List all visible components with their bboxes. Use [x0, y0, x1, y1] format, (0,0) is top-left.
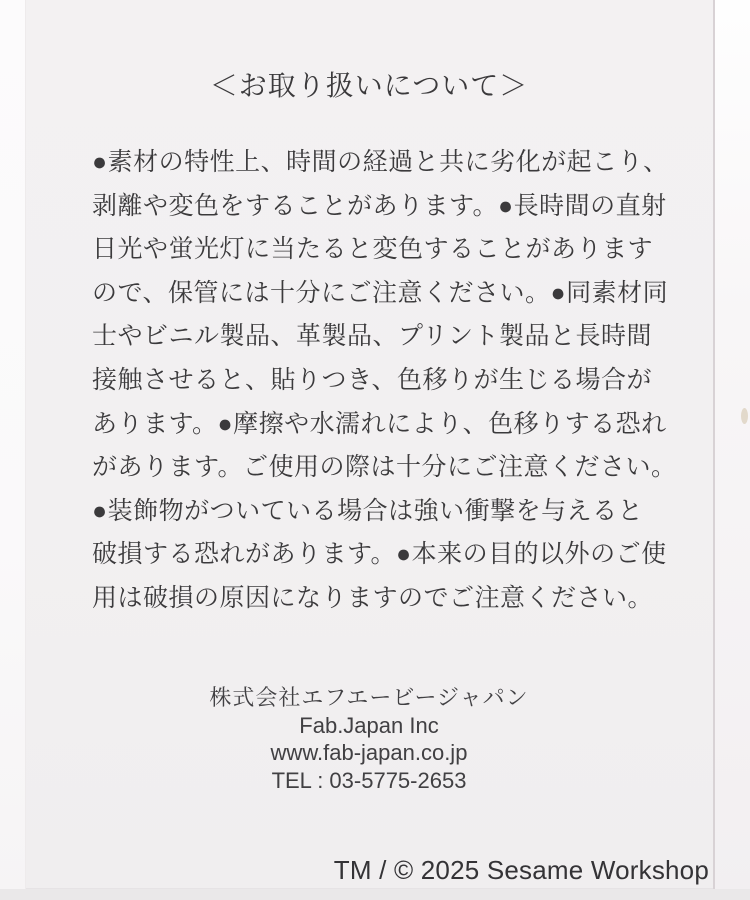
background-bottom-strip	[0, 889, 750, 900]
company-name-japanese: 株式会社エフエービージャパン	[209, 685, 529, 710]
care-instruction-line: ので、保管には十分にご注意ください。●同素材同	[92, 278, 669, 307]
care-tag-card	[25, 0, 713, 889]
care-instruction-line: 士やビニル製品、革製品、プリント製品と長時間	[92, 322, 653, 351]
care-instruction-line: があります。ご使用の際は十分にご注意ください。	[92, 453, 677, 482]
company-name-english: Fab.Japan Inc	[299, 712, 439, 738]
care-instruction-line: 接触させると、貼りつき、色移りが生じる場合が	[92, 365, 653, 394]
company-phone: TEL : 03-5775-2653	[271, 767, 467, 793]
copyright-notice: TM / © 2025 Sesame Workshop	[333, 855, 709, 885]
care-instruction-line: 日光や蛍光灯に当たると変色することがあります	[92, 235, 654, 264]
photo-artifact-speck	[741, 408, 748, 424]
care-tag-title: ＜お取り扱いについて＞	[209, 70, 529, 101]
care-instruction-line: あります。●摩擦や水濡れにより、色移りする恐れ	[92, 409, 667, 438]
care-instruction-line: 剥離や変色をすることがあります。●長時間の直射	[92, 191, 667, 220]
company-info-block	[25, 684, 713, 794]
care-instruction-line: 破損する恐れがあります。●本来の目的以外のご使	[92, 540, 667, 569]
care-instructions-block	[92, 141, 677, 621]
care-instruction-line: 用は破損の原因になりますのでご注意ください。	[92, 583, 654, 612]
care-instruction-line: ●素材の特性上、時間の経過と共に劣化が起こり、	[92, 148, 669, 176]
care-instruction-line: ●装飾物がついている場合は強い衝撃を与えると	[92, 496, 644, 525]
background-right-strip	[713, 0, 750, 900]
background-left-strip	[0, 0, 25, 900]
company-website: www.fab-japan.co.jp	[270, 740, 468, 765]
